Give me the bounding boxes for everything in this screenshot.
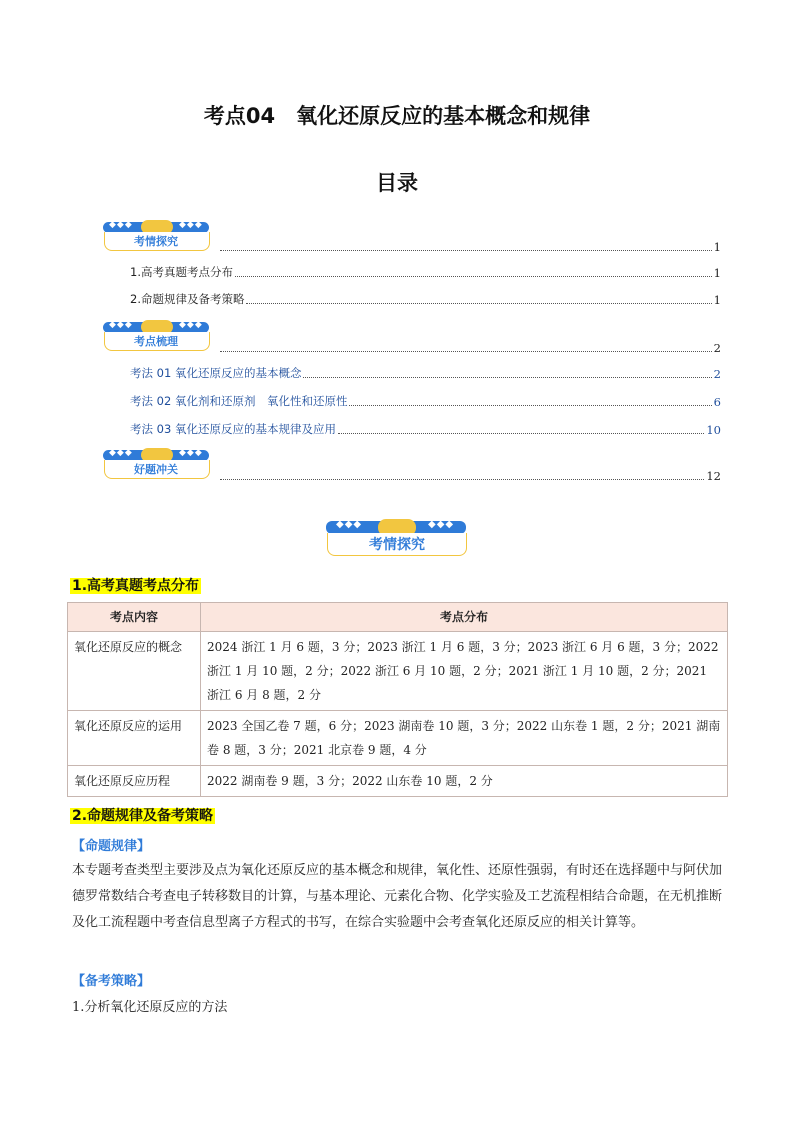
toc-badge-kaoqing[interactable]: ◆◆◆ ◆◆◆ 考情探究 xyxy=(103,222,211,252)
toc-entry-haoti[interactable]: 12 xyxy=(218,469,721,483)
section-heading: 2.命题规律及备考策略 xyxy=(72,808,214,824)
section-badge: ◆◆◆ ◆◆◆ 考情探究 xyxy=(326,521,466,557)
toc-entry[interactable]: 考法 02 氧化剂和还原剂 氧化性和还原性 6 xyxy=(130,394,721,409)
toc-entry-kaodian[interactable]: 2 xyxy=(218,341,721,355)
strategy-tag: 【备考策略】 xyxy=(72,974,151,989)
table-cell: 2023 全国乙卷 7 题，6 分；2023 湖南卷 10 题，3 分；2022 山东卷 1 题，2 分；2021 湖南卷 8 题，3 分；2021 北京卷 9 题，4 分 xyxy=(201,711,728,766)
rule-tag: 【命题规律】 xyxy=(72,839,151,854)
rule-paragraph: 本专题考查类型主要涉及点为氧化还原反应的基本概念和规律，氧化性、还原性强弱，有时还在选择题中与阿伏加德罗常数结合考查电子转移数目的计算，与基本理论、元素化合物、化学实验及工艺流程相结合命题，在无机推断及化工流程题中考查信息型离子方程式的书写，在综合实验题中会考查氧化还原反应的相关计算等。 xyxy=(72,863,723,930)
table-row xyxy=(68,632,728,711)
toc-badge-label: 好题冲关 xyxy=(134,463,178,476)
exam-distribution-table xyxy=(67,602,728,797)
toc-entry-kaoqing[interactable]: 1 xyxy=(218,240,721,254)
toc-entry[interactable]: 2.命题规律及备考策略 1 xyxy=(130,292,721,307)
toc-badge-label: 考点梳理 xyxy=(134,335,178,348)
table-row xyxy=(68,766,728,797)
table-cell: 2022 湖南卷 9 题，3 分；2022 山东卷 10 题，2 分 xyxy=(201,766,728,797)
toc-badge-label: 考情探究 xyxy=(134,235,178,248)
table-cell: 氧化还原反应历程 xyxy=(68,766,201,797)
strategy-paragraph: 1.分析氧化还原反应的方法 xyxy=(72,1000,228,1015)
toc-heading: 目录 xyxy=(376,171,418,195)
toc-badge-haoti[interactable]: ◆◆◆ ◆◆◆ 好题冲关 xyxy=(103,450,211,480)
table-cell: 氧化还原反应的运用 xyxy=(68,711,201,766)
toc-entry[interactable]: 考法 03 氧化还原反应的基本规律及应用 10 xyxy=(130,422,721,437)
table-cell: 2024 浙江 1 月 6 题，3 分；2023 浙江 1 月 6 题，3 分；2023 浙江 6 月 6 题，3 分；2022 浙江 1 月 10 题，2 分；2022 浙江 6 月 10 题，2 分；2021 浙江 1 月 10 题，2 分；2021 浙江 6 月 8 题，2 分 xyxy=(201,632,728,711)
table-row xyxy=(68,711,728,766)
table-cell: 氧化还原反应的概念 xyxy=(68,632,201,711)
toc-badge-kaodian[interactable]: ◆◆◆ ◆◆◆ 考点梳理 xyxy=(103,322,211,352)
table-header: 考点内容 xyxy=(68,603,201,632)
section-heading: 1.高考真题考点分布 xyxy=(72,578,200,594)
toc-entry[interactable]: 1.高考真题考点分布 1 xyxy=(130,265,721,280)
table-header: 考点分布 xyxy=(201,603,728,632)
page-title: 考点04 氧化还原反应的基本概念和规律 xyxy=(203,104,591,128)
toc-entry[interactable]: 考法 01 氧化还原反应的基本概念 2 xyxy=(130,366,721,381)
section-badge-label: 考情探究 xyxy=(369,537,425,553)
